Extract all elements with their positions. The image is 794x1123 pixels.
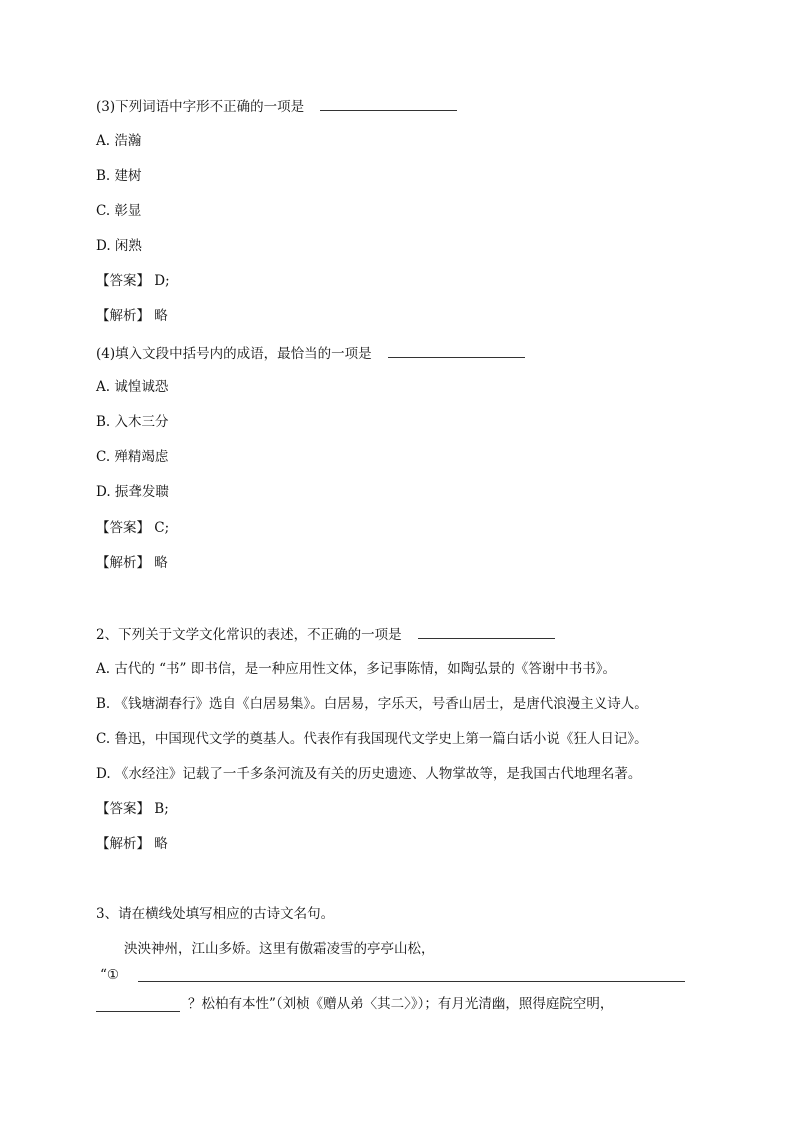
option-a: A. 古代的 “书” 即书信，是一种应用性文体，多记事陈情，如陶弘景的《答谢中书书》。 — [96, 661, 616, 677]
option-b: B. 入木三分 — [96, 414, 169, 430]
analysis-line: 【解析】 略 — [96, 836, 168, 852]
question-2-prompt — [96, 624, 555, 644]
option-c: C. 殚精竭虑 — [96, 449, 169, 465]
option-b: B. 建树 — [96, 168, 142, 184]
answer-blank[interactable] — [418, 624, 555, 639]
option-a: A. 浩瀚 — [96, 133, 142, 149]
question-2-text: 2、下列关于文学文化常识的表述，不正确的一项是 — [96, 627, 402, 643]
option-d: D. 闲熟 — [96, 238, 142, 254]
answer-blank[interactable] — [388, 343, 525, 358]
answer-line: 【答案】 D; — [96, 273, 170, 289]
answer-line: 【答案】 B; — [96, 801, 169, 817]
option-d: D. 《水经注》记载了一千多条河流及有关的历史遗迹、人物掌故等，是我国古代地理名著。 — [96, 766, 642, 782]
question-4-text: (4)填入文段中括号内的成语，最恰当的一项是 — [96, 346, 372, 362]
option-b: B. 《钱塘湖春行》选自《白居易集》。白居易，字乐天，号香山居士，是唐代浪漫主义诗人。 — [96, 696, 648, 712]
question-4-prompt — [96, 343, 525, 363]
option-c: C. 鲁迅，中国现代文学的奠基人。代表作有我国现代文学史上第一篇白话小说《狂人日记》。 — [96, 731, 648, 747]
passage-line-2: ？松柏有本性”（刘桢《赠从弟〈其二〉》）；有月光清幽，照得庭院空明， — [188, 996, 614, 1012]
option-a: A. 诚惶诚恐 — [96, 379, 169, 395]
option-d: D. 振聋发聩 — [96, 484, 169, 500]
analysis-line: 【解析】 略 — [96, 555, 168, 571]
answer-line: 【答案】 C; — [96, 520, 170, 536]
option-c: C. 彰显 — [96, 203, 142, 219]
fill-blank-1-continued[interactable] — [96, 1011, 180, 1012]
fill-blank-1[interactable] — [138, 981, 685, 982]
question-3-fill-prompt: 3、请在横线处填写相应的古诗文名句。 — [96, 906, 335, 922]
question-3-text: (3)下列词语中字形不正确的一项是 — [96, 99, 305, 115]
analysis-line: 【解析】 略 — [96, 308, 168, 324]
answer-blank[interactable] — [320, 96, 457, 111]
question-3-prompt — [96, 96, 457, 116]
blank-marker-1: “① — [100, 967, 120, 983]
passage-line-1: 泱泱神州，江山多娇。这里有傲霜凌雪的亭亭山松， — [124, 941, 435, 957]
